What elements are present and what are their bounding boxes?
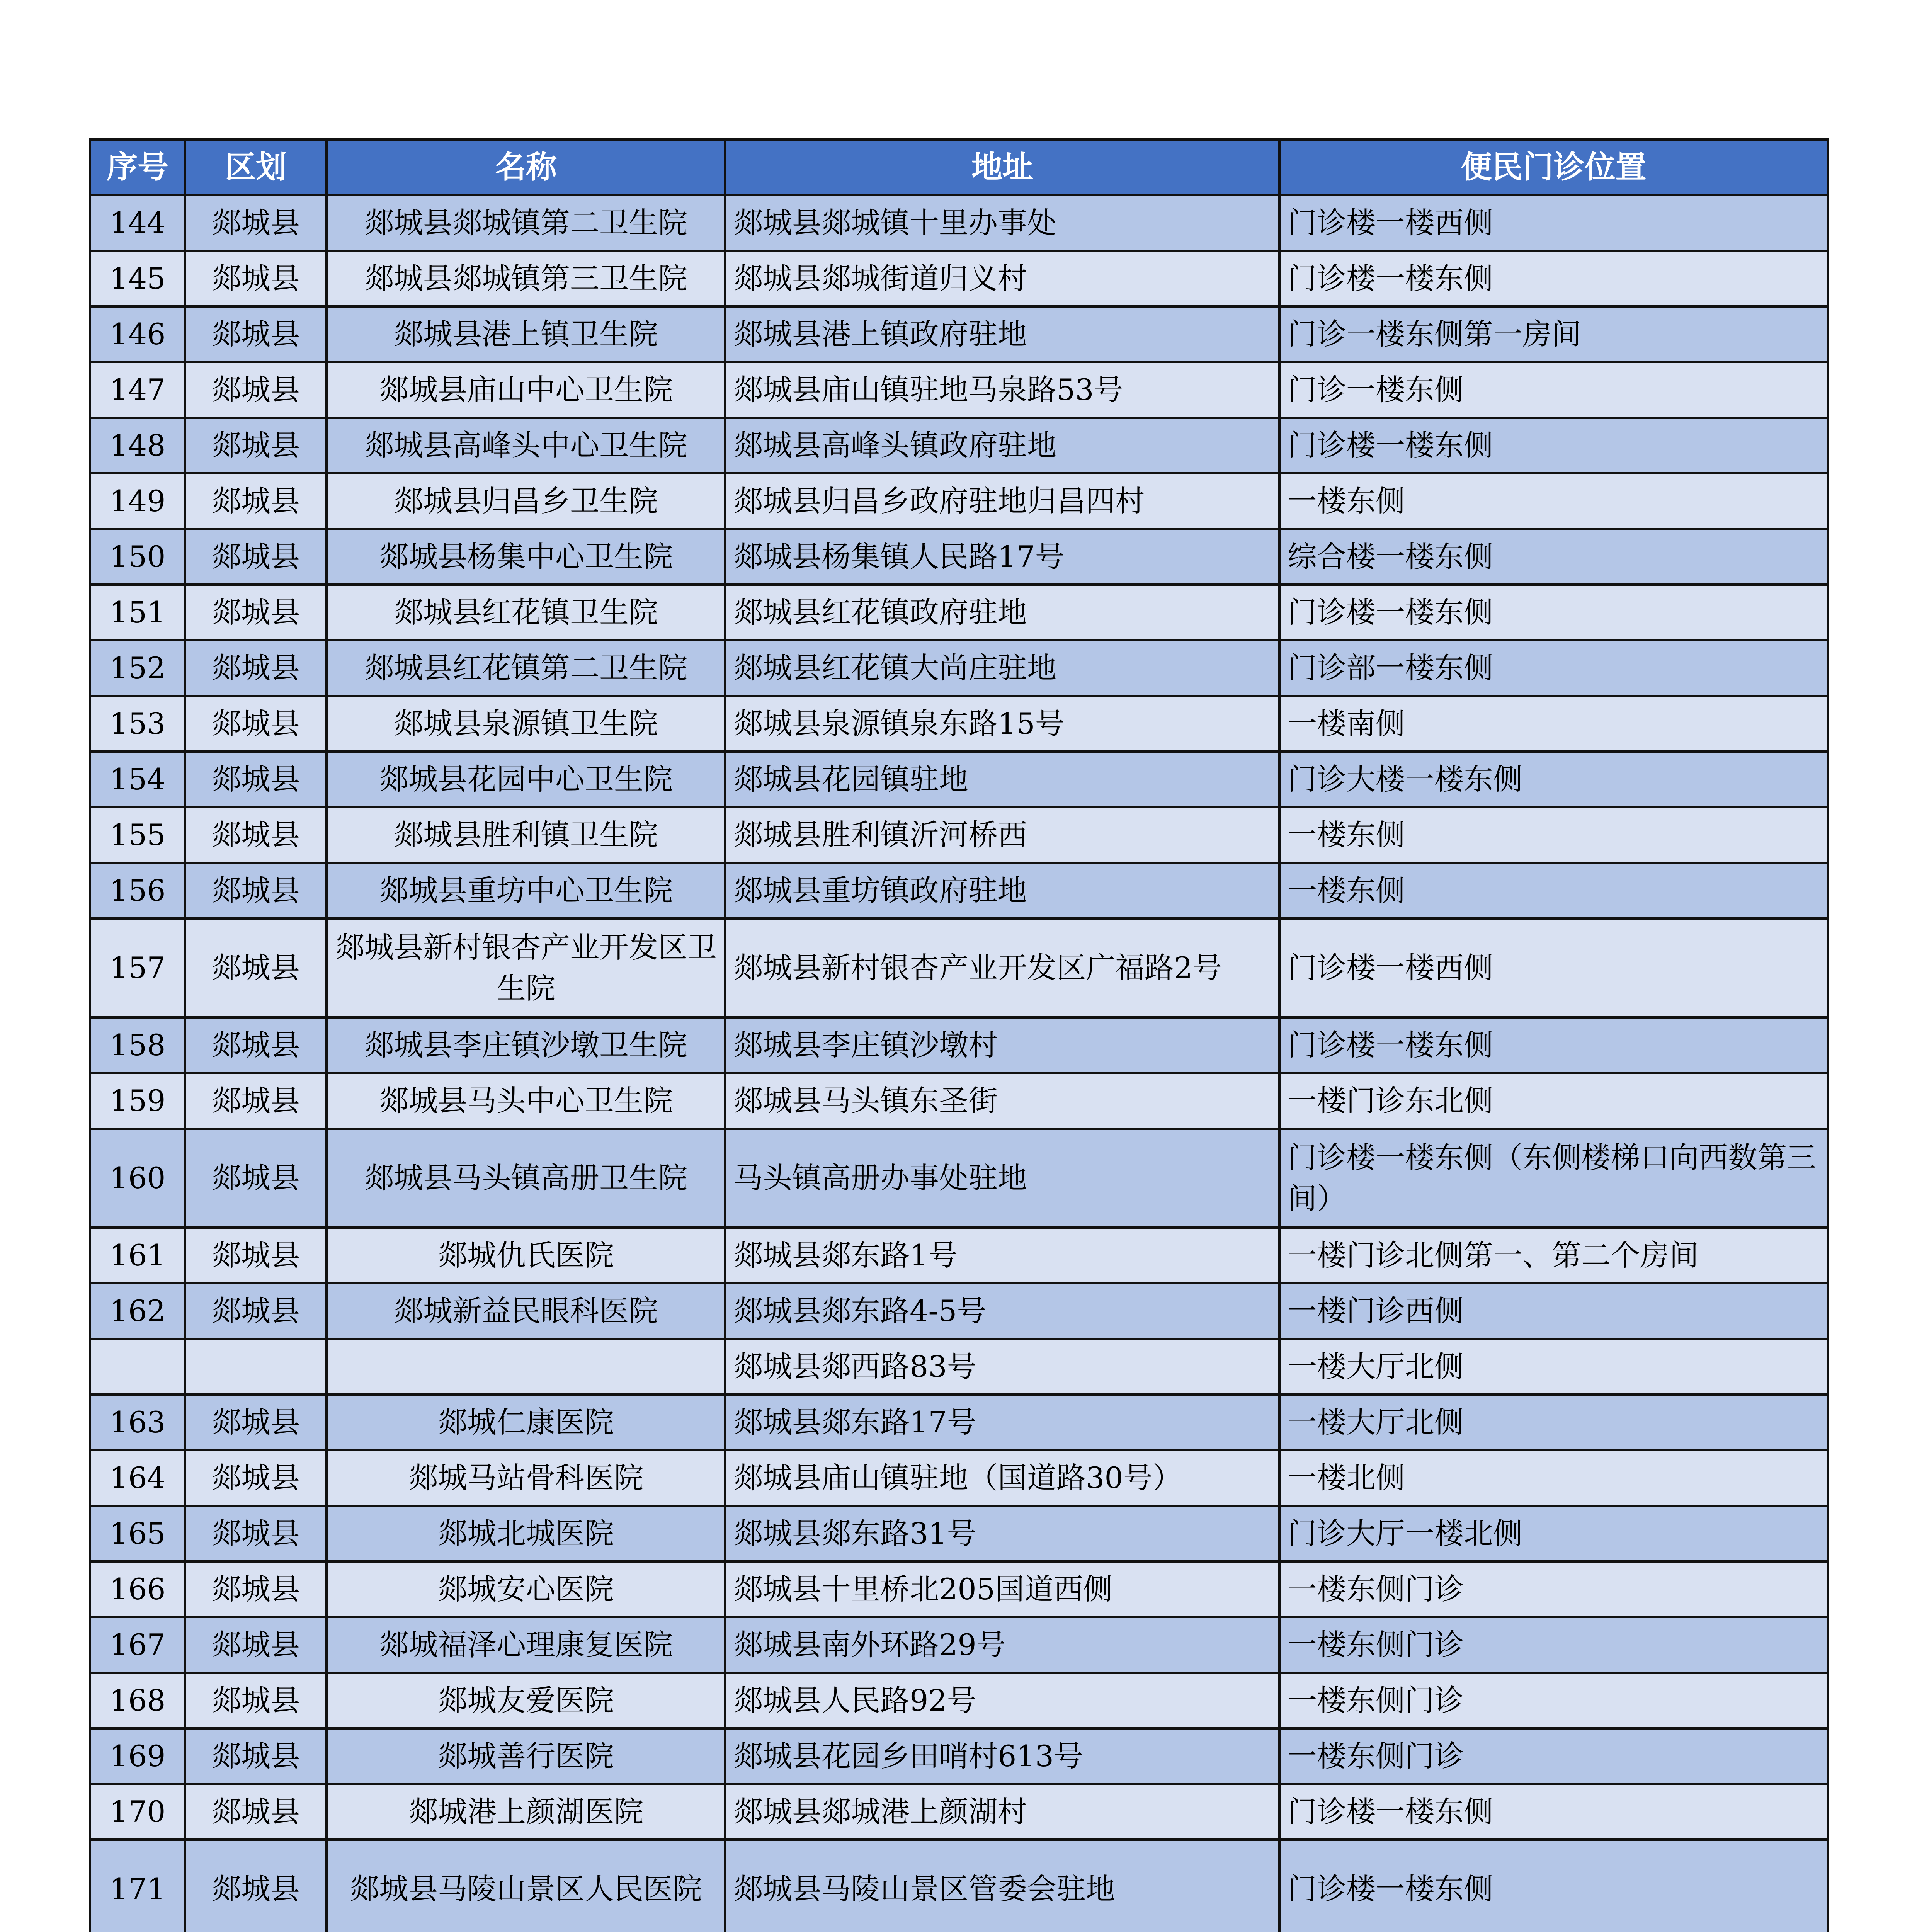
cell-clinic-location: 门诊楼一楼西侧 bbox=[1279, 918, 1828, 1017]
table-row bbox=[90, 863, 1828, 918]
cell-clinic-location: 一楼东侧门诊 bbox=[1279, 1728, 1828, 1784]
cell-institution-name: 郯城善行医院 bbox=[327, 1728, 725, 1784]
cell-institution-name: 郯城县郯城镇第二卫生院 bbox=[327, 195, 725, 251]
table-row bbox=[90, 640, 1828, 696]
cell-district: 郯城县 bbox=[185, 195, 327, 251]
cell-number: 166 bbox=[90, 1561, 185, 1617]
cell-institution-name: 郯城县胜利镇卫生院 bbox=[327, 807, 725, 863]
cell-address: 郯城县南外环路29号 bbox=[725, 1617, 1279, 1673]
cell-clinic-location: 门诊楼一楼东侧 bbox=[1279, 251, 1828, 306]
cell-district: 郯城县 bbox=[185, 251, 327, 306]
table-row bbox=[90, 1728, 1828, 1784]
table-row bbox=[90, 585, 1828, 640]
cell-district: 郯城县 bbox=[185, 1450, 327, 1506]
table-row bbox=[90, 1073, 1828, 1129]
header-address: 地址 bbox=[725, 139, 1279, 195]
clinic-table-container bbox=[89, 138, 1827, 1932]
cell-clinic-location: 一楼东侧 bbox=[1279, 807, 1828, 863]
cell-address: 郯城县马陵山景区管委会驻地 bbox=[725, 1840, 1279, 1932]
cell-clinic-location: 一楼大厅北侧 bbox=[1279, 1395, 1828, 1450]
table-row bbox=[90, 529, 1828, 585]
cell-number: 153 bbox=[90, 696, 185, 752]
table-row bbox=[90, 1017, 1828, 1073]
cell-number: 162 bbox=[90, 1283, 185, 1339]
table-body bbox=[90, 195, 1828, 1932]
cell-address: 郯城县重坊镇政府驻地 bbox=[725, 863, 1279, 918]
cell-institution-name: 郯城县红花镇卫生院 bbox=[327, 585, 725, 640]
cell-clinic-location: 一楼东侧 bbox=[1279, 863, 1828, 918]
table-row bbox=[90, 1129, 1828, 1228]
cell-address: 马头镇高册办事处驻地 bbox=[725, 1129, 1279, 1228]
cell-district: 郯城县 bbox=[185, 1728, 327, 1784]
cell-district: 郯城县 bbox=[185, 1395, 327, 1450]
cell-clinic-location: 一楼东侧门诊 bbox=[1279, 1617, 1828, 1673]
table-row bbox=[90, 1339, 1828, 1395]
table-row bbox=[90, 306, 1828, 362]
cell-number bbox=[90, 1339, 185, 1395]
cell-number: 144 bbox=[90, 195, 185, 251]
cell-district: 郯城县 bbox=[185, 1283, 327, 1339]
cell-institution-name: 郯城马站骨科医院 bbox=[327, 1450, 725, 1506]
cell-institution-name: 郯城县泉源镇卫生院 bbox=[327, 696, 725, 752]
cell-number: 147 bbox=[90, 362, 185, 418]
cell-institution-name: 郯城县杨集中心卫生院 bbox=[327, 529, 725, 585]
cell-institution-name: 郯城县马头镇高册卫生院 bbox=[327, 1129, 725, 1228]
cell-address: 郯城县港上镇政府驻地 bbox=[725, 306, 1279, 362]
cell-number: 154 bbox=[90, 752, 185, 807]
header-row bbox=[90, 139, 1828, 195]
clinic-table bbox=[89, 138, 1829, 1932]
cell-address: 郯城县花园乡田哨村613号 bbox=[725, 1728, 1279, 1784]
cell-district: 郯城县 bbox=[185, 863, 327, 918]
cell-district: 郯城县 bbox=[185, 696, 327, 752]
cell-district: 郯城县 bbox=[185, 418, 327, 473]
cell-institution-name: 郯城仁康医院 bbox=[327, 1395, 725, 1450]
cell-institution-name: 郯城县归昌乡卫生院 bbox=[327, 473, 725, 529]
header-district: 区划 bbox=[185, 139, 327, 195]
cell-clinic-location: 门诊部一楼东侧 bbox=[1279, 640, 1828, 696]
cell-address: 郯城县高峰头镇政府驻地 bbox=[725, 418, 1279, 473]
cell-number: 165 bbox=[90, 1506, 185, 1561]
cell-clinic-location: 门诊大楼一楼东侧 bbox=[1279, 752, 1828, 807]
cell-number: 152 bbox=[90, 640, 185, 696]
cell-address: 郯城县李庄镇沙墩村 bbox=[725, 1017, 1279, 1073]
cell-institution-name: 郯城港上颜湖医院 bbox=[327, 1784, 725, 1840]
cell-institution-name: 郯城县重坊中心卫生院 bbox=[327, 863, 725, 918]
table-row bbox=[90, 752, 1828, 807]
cell-district: 郯城县 bbox=[185, 1617, 327, 1673]
cell-clinic-location: 门诊一楼东侧第一房间 bbox=[1279, 306, 1828, 362]
header-no: 序号 bbox=[90, 139, 185, 195]
cell-number: 161 bbox=[90, 1228, 185, 1283]
cell-district: 郯城县 bbox=[185, 640, 327, 696]
cell-clinic-location: 门诊楼一楼东侧 bbox=[1279, 1017, 1828, 1073]
cell-number: 148 bbox=[90, 418, 185, 473]
cell-address: 郯城县红花镇政府驻地 bbox=[725, 585, 1279, 640]
cell-clinic-location: 一楼门诊北侧第一、第二个房间 bbox=[1279, 1228, 1828, 1283]
table-row bbox=[90, 1673, 1828, 1728]
cell-clinic-location: 门诊楼一楼东侧 bbox=[1279, 1784, 1828, 1840]
cell-number: 146 bbox=[90, 306, 185, 362]
cell-district: 郯城县 bbox=[185, 1017, 327, 1073]
table-row bbox=[90, 1395, 1828, 1450]
cell-address: 郯城县庙山镇驻地马泉路53号 bbox=[725, 362, 1279, 418]
cell-number: 149 bbox=[90, 473, 185, 529]
cell-number: 160 bbox=[90, 1129, 185, 1228]
cell-institution-name: 郯城县李庄镇沙墩卫生院 bbox=[327, 1017, 725, 1073]
cell-number: 170 bbox=[90, 1784, 185, 1840]
cell-institution-name: 郯城县新村银杏产业开发区卫生院 bbox=[327, 918, 725, 1017]
cell-number: 155 bbox=[90, 807, 185, 863]
header-name: 名称 bbox=[327, 139, 725, 195]
cell-number: 156 bbox=[90, 863, 185, 918]
table-row bbox=[90, 1561, 1828, 1617]
cell-district: 郯城县 bbox=[185, 918, 327, 1017]
cell-number: 159 bbox=[90, 1073, 185, 1129]
cell-institution-name: 郯城县高峰头中心卫生院 bbox=[327, 418, 725, 473]
cell-clinic-location: 门诊楼一楼东侧（东侧楼梯口向西数第三间） bbox=[1279, 1129, 1828, 1228]
cell-clinic-location: 一楼东侧 bbox=[1279, 473, 1828, 529]
cell-clinic-location: 一楼东侧门诊 bbox=[1279, 1673, 1828, 1728]
cell-clinic-location: 综合楼一楼东侧 bbox=[1279, 529, 1828, 585]
cell-address: 郯城县郯东路31号 bbox=[725, 1506, 1279, 1561]
cell-address: 郯城县郯东路4-5号 bbox=[725, 1283, 1279, 1339]
table-row bbox=[90, 418, 1828, 473]
cell-address: 郯城县胜利镇沂河桥西 bbox=[725, 807, 1279, 863]
table-row bbox=[90, 362, 1828, 418]
cell-district: 郯城县 bbox=[185, 585, 327, 640]
cell-address: 郯城县泉源镇泉东路15号 bbox=[725, 696, 1279, 752]
cell-address: 郯城县十里桥北205国道西侧 bbox=[725, 1561, 1279, 1617]
cell-address: 郯城县人民路92号 bbox=[725, 1673, 1279, 1728]
cell-institution-name: 郯城北城医院 bbox=[327, 1506, 725, 1561]
cell-address: 郯城县花园镇驻地 bbox=[725, 752, 1279, 807]
cell-district: 郯城县 bbox=[185, 807, 327, 863]
cell-number: 169 bbox=[90, 1728, 185, 1784]
cell-institution-name: 郯城县郯城镇第三卫生院 bbox=[327, 251, 725, 306]
cell-institution-name: 郯城县花园中心卫生院 bbox=[327, 752, 725, 807]
table-row bbox=[90, 1840, 1828, 1932]
cell-number: 163 bbox=[90, 1395, 185, 1450]
cell-district: 郯城县 bbox=[185, 1840, 327, 1932]
cell-address: 郯城县郯东路1号 bbox=[725, 1228, 1279, 1283]
cell-clinic-location: 一楼大厅北侧 bbox=[1279, 1339, 1828, 1395]
cell-institution-name: 郯城县港上镇卫生院 bbox=[327, 306, 725, 362]
cell-clinic-location: 门诊楼一楼东侧 bbox=[1279, 1840, 1828, 1932]
cell-number: 167 bbox=[90, 1617, 185, 1673]
cell-institution-name: 郯城县庙山中心卫生院 bbox=[327, 362, 725, 418]
cell-institution-name bbox=[327, 1339, 725, 1395]
table-row bbox=[90, 1450, 1828, 1506]
cell-clinic-location: 门诊楼一楼东侧 bbox=[1279, 585, 1828, 640]
table-row bbox=[90, 1506, 1828, 1561]
cell-district: 郯城县 bbox=[185, 1073, 327, 1129]
cell-number: 145 bbox=[90, 251, 185, 306]
cell-institution-name: 郯城安心医院 bbox=[327, 1561, 725, 1617]
cell-address: 郯城县马头镇东圣街 bbox=[725, 1073, 1279, 1129]
cell-clinic-location: 一楼门诊西侧 bbox=[1279, 1283, 1828, 1339]
table-row bbox=[90, 1784, 1828, 1840]
cell-number: 171 bbox=[90, 1840, 185, 1932]
cell-district: 郯城县 bbox=[185, 473, 327, 529]
cell-address: 郯城县郯西路83号 bbox=[725, 1339, 1279, 1395]
cell-number: 164 bbox=[90, 1450, 185, 1506]
cell-institution-name: 郯城县马头中心卫生院 bbox=[327, 1073, 725, 1129]
cell-address: 郯城县庙山镇驻地（国道路30号） bbox=[725, 1450, 1279, 1506]
cell-address: 郯城县郯城镇十里办事处 bbox=[725, 195, 1279, 251]
cell-number: 150 bbox=[90, 529, 185, 585]
cell-clinic-location: 门诊大厅一楼北侧 bbox=[1279, 1506, 1828, 1561]
table-row bbox=[90, 1228, 1828, 1283]
cell-address: 郯城县郯城街道归义村 bbox=[725, 251, 1279, 306]
cell-institution-name: 郯城仇氏医院 bbox=[327, 1228, 725, 1283]
cell-district bbox=[185, 1339, 327, 1395]
cell-district: 郯城县 bbox=[185, 1784, 327, 1840]
cell-institution-name: 郯城县红花镇第二卫生院 bbox=[327, 640, 725, 696]
cell-district: 郯城县 bbox=[185, 752, 327, 807]
table-row bbox=[90, 1617, 1828, 1673]
cell-district: 郯城县 bbox=[185, 1673, 327, 1728]
table-row bbox=[90, 473, 1828, 529]
cell-number: 157 bbox=[90, 918, 185, 1017]
table-row bbox=[90, 251, 1828, 306]
cell-institution-name: 郯城县马陵山景区人民医院 bbox=[327, 1840, 725, 1932]
cell-district: 郯城县 bbox=[185, 362, 327, 418]
cell-address: 郯城县杨集镇人民路17号 bbox=[725, 529, 1279, 585]
header-location: 便民门诊位置 bbox=[1279, 139, 1828, 195]
cell-clinic-location: 门诊楼一楼西侧 bbox=[1279, 195, 1828, 251]
cell-number: 168 bbox=[90, 1673, 185, 1728]
cell-clinic-location: 门诊一楼东侧 bbox=[1279, 362, 1828, 418]
table-row bbox=[90, 918, 1828, 1017]
table-row bbox=[90, 807, 1828, 863]
cell-district: 郯城县 bbox=[185, 306, 327, 362]
table-row bbox=[90, 195, 1828, 251]
cell-address: 郯城县归昌乡政府驻地归昌四村 bbox=[725, 473, 1279, 529]
cell-district: 郯城县 bbox=[185, 1129, 327, 1228]
cell-district: 郯城县 bbox=[185, 1228, 327, 1283]
table-row bbox=[90, 696, 1828, 752]
cell-clinic-location: 一楼东侧门诊 bbox=[1279, 1561, 1828, 1617]
cell-institution-name: 郯城新益民眼科医院 bbox=[327, 1283, 725, 1339]
cell-clinic-location: 一楼北侧 bbox=[1279, 1450, 1828, 1506]
cell-district: 郯城县 bbox=[185, 1561, 327, 1617]
cell-institution-name: 郯城福泽心理康复医院 bbox=[327, 1617, 725, 1673]
cell-district: 郯城县 bbox=[185, 1506, 327, 1561]
cell-address: 郯城县红花镇大尚庄驻地 bbox=[725, 640, 1279, 696]
cell-address: 郯城县新村银杏产业开发区广福路2号 bbox=[725, 918, 1279, 1017]
cell-clinic-location: 一楼门诊东北侧 bbox=[1279, 1073, 1828, 1129]
cell-number: 158 bbox=[90, 1017, 185, 1073]
cell-number: 151 bbox=[90, 585, 185, 640]
cell-address: 郯城县郯东路17号 bbox=[725, 1395, 1279, 1450]
cell-address: 郯城县郯城港上颜湖村 bbox=[725, 1784, 1279, 1840]
table-row bbox=[90, 1283, 1828, 1339]
cell-institution-name: 郯城友爱医院 bbox=[327, 1673, 725, 1728]
cell-clinic-location: 一楼南侧 bbox=[1279, 696, 1828, 752]
cell-clinic-location: 门诊楼一楼东侧 bbox=[1279, 418, 1828, 473]
cell-district: 郯城县 bbox=[185, 529, 327, 585]
table-header bbox=[90, 139, 1828, 195]
